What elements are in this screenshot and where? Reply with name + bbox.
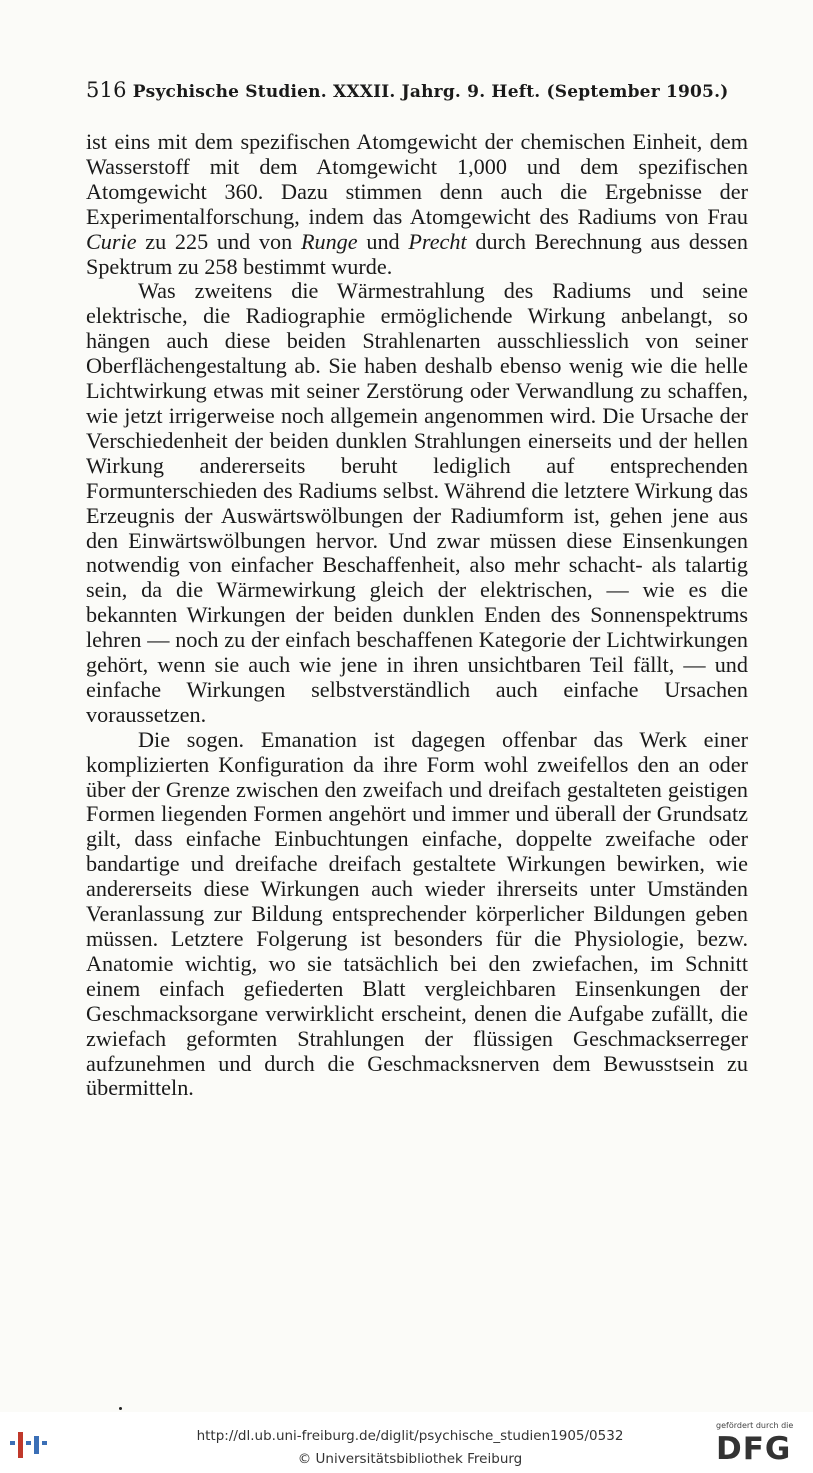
running-header (86, 78, 750, 102)
name-curie: Curie (86, 228, 137, 254)
running-title: Psychische Studien. XXXII. Jahrg. 9. Heft. (September 1905.) (132, 82, 729, 102)
text-run: und (357, 228, 409, 254)
text-run: ist eins mit dem spezifischen Atomgewicht der chemischen Einheit, dem Wasserstoff mit dem Atomgewicht 1,000 und dem spezifischen Atomgewicht 360. Dazu stimmen denn auch die Ergebnisse der Experimentalforschung, indem das Atomgewicht des Radiums von Frau (86, 129, 748, 229)
name-precht: Precht (408, 228, 467, 254)
paragraph-3: Die sogen. Emanation ist dagegen offenbar das Werk einer komplizierten Konfiguration da ihre Form wohl zweifellos den an oder über der Grenze zwischen den zweifach und dreifach gestalteten geistigen Formen liegenden Formen angehört und immer und überall der Grundsatz gilt, dass einfache Einbuchtungen einfache, doppelte zweifache oder bandartige und dreifache dreifach gestaltete Wirkungen bewirken, wie andererseits diese Wirkungen auch wieder ihrerseits unter Umständen Veranlassung zur Bildung entsprechender körperlicher Bildungen geben müssen. Letztere Folgerung ist besonders für die Physiologie, bezw. Anatomie wichtig, wo sie tatsächlich bei den zwiefachen, im Schnitt einem einfach gefiederten Blatt vergleichbaren Einsenkungen der Geschmacksorgane verwirklicht erscheint, denen die Aufgabe zufällt, die zwiefach geformten Strahlungen der flüssigen Geschmackserreger aufzunehmen und durch die Geschmacksnerven dem Bewusstsein zu übermitteln. (86, 726, 748, 1101)
dfg-funding-note: gefördert durch die (716, 1421, 794, 1430)
footer (0, 1412, 813, 1473)
text-run: zu 225 und von (136, 228, 301, 254)
paragraph-2: Was zweitens die Wärmestrahlung des Radiums und seine elektrische, die Radiographie ermöglichende Wirkung anbelangt, so hängen auch diese beiden Strahlenarten ausschliesslich von seiner Oberflächengestaltung ab. Sie haben deshalb ebenso wenig wie die helle Lichtwirkung etwas mit seiner Zerstörung oder Verwandlung zu schaffen, wie jetzt irrigerweise noch allgemein angenommen wird. Die Ursache der Verschiedenheit der beiden dunklen Strahlungen einerseits und der hellen Wirkung andererseits beruht lediglich auf entsprechenden Formunterschieden des Radiums selbst. Während die letztere Wirkung das Erzeugnis der Auswärtswölbungen der Radiumform ist, gehen jene aus den Einwärtswölbungen hervor. Und zwar müssen diese Einsenkungen notwendig von einfacher Beschaffenheit, also mehr schacht- als talartig sein, da die Wärmewirkung gleich der elektrischen, — wie es die bekannten Wirkungen der beiden dunklen Enden des Sonnenspektrums lehren — noch zu der einfach beschaffenen Kategorie der Lichtwirkungen gehört, wenn sie auch wie jene in ihren unsichtbaren Teil fällt, — und einfache Wirkungen selbstverständlich auch einfache Ursachen voraussetzen. (86, 278, 748, 727)
dfg-logo: DFG (716, 1431, 792, 1467)
copyright-notice: © Universitätsbibliothek Freiburg (297, 1451, 523, 1467)
source-url-link[interactable]: http://dl.ub.uni-freiburg.de/diglit/psychische_studien1905/0532 (196, 1428, 624, 1444)
name-runge: Runge (300, 228, 358, 254)
speck-mark (119, 1407, 122, 1410)
page-number: 516 (86, 78, 127, 102)
paragraph-1 (86, 130, 748, 279)
text-run: durch Berechnung aus dessen Spektrum zu 258 bestimmt wurde. (86, 228, 748, 279)
ub-freiburg-logo-icon (8, 1424, 52, 1464)
body-text (86, 130, 748, 1101)
